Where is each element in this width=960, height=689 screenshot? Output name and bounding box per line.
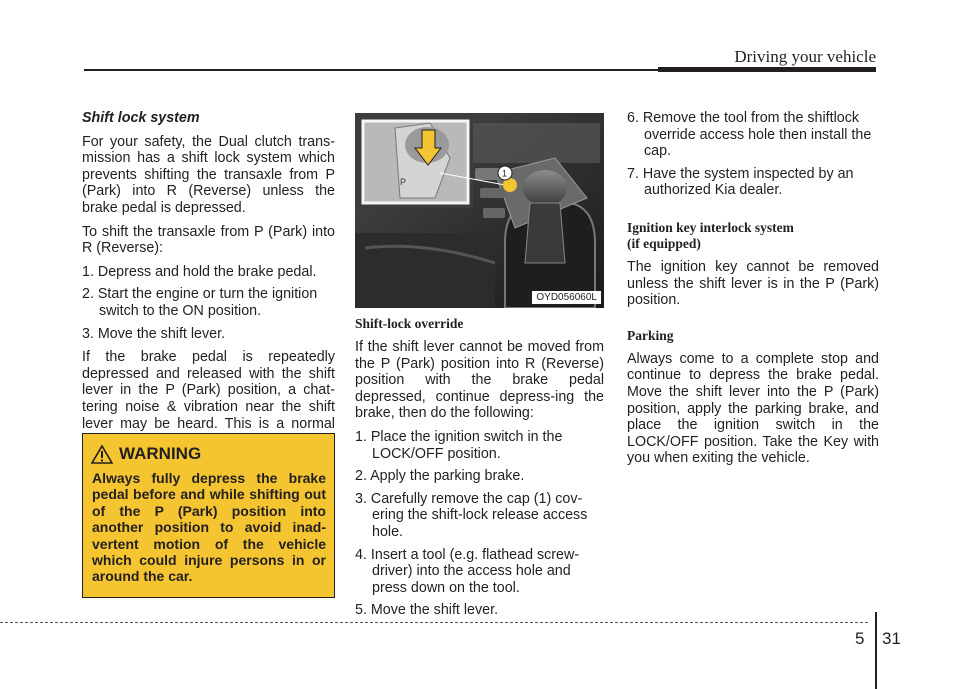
shift-lock-note: If the brake pedal is repeatedly depressed and released with the shift lever in the P (Park) position, a chat-tering noise & vibration near the shift lever may be heard. This is a normal: [82, 349, 335, 432]
footer-divider: [875, 612, 877, 689]
shift-console-illustration: [355, 113, 604, 308]
column-3: [627, 110, 879, 474]
page-number: 31: [882, 629, 901, 648]
step-item: 1. Depress and hold the brake pedal.: [82, 263, 317, 280]
warning-header: [91, 444, 201, 464]
override-steps: [355, 429, 604, 619]
svg-text:P: P: [400, 177, 407, 187]
parking-text: Always come to a complete stop and continue to depress the brake pedal. Move the shift lever into the P (Park) position, apply the parking brake, and place the ignition switch in the LOCK/OFF position. Take the Key with you when exiting the vehicle.: [627, 350, 879, 467]
step-item: 2. Apply the parking brake.: [355, 468, 525, 485]
section-title: Driving your vehicle: [734, 47, 876, 66]
interlock-text: The ignition key cannot be removed unless the shift lever is in the P (Park) position.: [627, 258, 879, 309]
header-rule-accent: [658, 67, 876, 72]
column-1: [82, 110, 335, 456]
step-item: 2. Start the engine or turn the ignition switch to the ON position.: [82, 286, 318, 319]
step-item: 4. Insert a tool (e.g. flathead screw-driver) into the access hole and press down on the tool.: [355, 546, 580, 596]
shift-lock-steps: [82, 264, 335, 342]
shift-lock-heading: Shift lock system: [82, 110, 200, 126]
warning-icon: [91, 445, 113, 464]
warning-title: WARNING: [119, 444, 202, 463]
warning-text: Always fully depress the brake pedal before and while shifting out of the P (Park) position into another position to avoid inad-vertent motion of the vehicle which could injure persons in or around the car.: [92, 470, 326, 585]
figure-code: OYD056060L: [532, 291, 601, 304]
footer-rule: [0, 622, 868, 623]
shift-lever-photo: [355, 113, 604, 308]
interlock-heading: Ignition key interlock system: [627, 219, 794, 235]
shift-lock-instruction: To shift the transaxle from P (Park) into R (Reverse):: [82, 223, 335, 257]
warning-box: [82, 433, 335, 598]
step-item: 6. Remove the tool from the shiftlock override access hole then install the cap.: [627, 110, 872, 160]
step-item: 7. Have the system inspected by an authorized Kia dealer.: [627, 165, 854, 199]
step-item: 3. Carefully remove the cap (1) cov-ering the shift-lock release access hole.: [355, 490, 588, 540]
override-intro: If the shift lever cannot be moved from the P (Park) position into R (Reverse) position with the brake pedal depressed, continue depress-ing the brake, then do the following:: [355, 339, 604, 422]
step-item: 1. Place the ignition switch in the LOCK/OFF position.: [355, 428, 563, 462]
shift-lock-intro: For your safety, the Dual clutch trans-mission has a shift lock system which prevents shifting the transaxle from P (Park) into R (Reverse) unless the brake pedal is depressed.: [82, 133, 335, 216]
parking-heading: Parking: [627, 327, 674, 343]
step-item: 5. Move the shift lever.: [355, 602, 499, 619]
chapter-number: 5: [855, 629, 865, 648]
interlock-heading-equipped: (if equipped): [627, 235, 701, 251]
override-heading: Shift-lock override: [355, 316, 464, 331]
column-2: [355, 316, 604, 626]
step-item: 3. Move the shift lever.: [82, 325, 226, 342]
override-steps-continued: [627, 110, 879, 199]
cap-callout-number: 1: [502, 168, 508, 179]
